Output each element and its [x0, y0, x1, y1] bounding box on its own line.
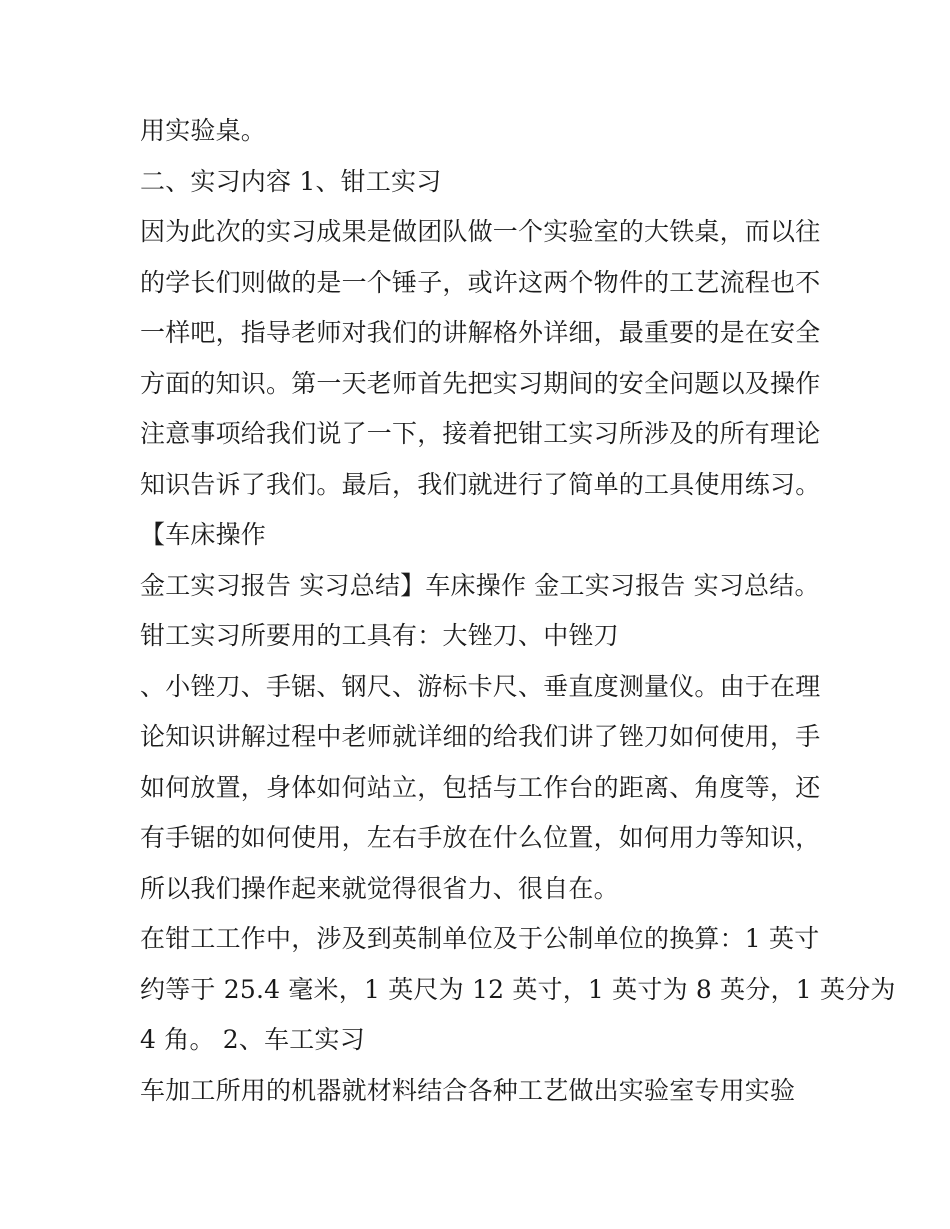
text-line: 方面的知识。第一天老师首先把实习期间的安全问题以及操作 [140, 368, 821, 398]
text-line: 所以我们操作起来就觉得很省力、很自在。 [140, 873, 619, 903]
text-line: 知识告诉了我们。最后，我们就进行了简单的工具使用练习。 [140, 469, 821, 499]
text-line: 用实验桌。 [140, 116, 267, 145]
section-heading: 二、实习内容 1、钳工实习 [140, 166, 442, 196]
section-heading: 4 角。 2、车工实习 [140, 1025, 365, 1054]
text-line: 金工实习报告 实习总结】车床操作 金工实习报告 实习总结。 [140, 570, 820, 600]
text-line: 因为此次的实习成果是做团队做一个实验室的大铁桌，而以往 [140, 217, 821, 246]
text-line: 、小锉刀、手锯、钢尺、游标卡尺、垂直度测量仪。由于在理 [140, 671, 821, 701]
body-text [140, 106, 896, 1116]
text-line: 车加工所用的机器就材料结合各种工艺做出实验室专用实验 [140, 1075, 796, 1105]
text-line: 钳工实习所要用的工具有：大锉刀、中锉刀 [140, 621, 619, 650]
text-line: 【车床操作 [140, 520, 267, 549]
text-line: 的学长们则做的是一个锤子，或许这两个物件的工艺流程也不 [140, 267, 821, 297]
text-line: 有手锯的如何使用，左右手放在什么位置，如何用力等知识， [140, 823, 821, 852]
text-line: 一样吧，指导老师对我们的讲解格外详细，最重要的是在安全 [140, 318, 821, 347]
text-line: 论知识讲解过程中老师就详细的给我们讲了锉刀如何使用，手 [140, 722, 821, 751]
text-line: 注意事项给我们说了一下，接着把钳工实习所涉及的所有理论 [140, 419, 821, 448]
text-line: 如何放置，身体如何站立，包括与工作台的距离、角度等，还 [140, 772, 821, 802]
text-line: 在钳工工作中，涉及到英制单位及于公制单位的换算：1 英寸 [140, 924, 820, 953]
text-line: 约等于 25.4 毫米，1 英尺为 12 英寸，1 英寸为 8 英分，1 英分为 [140, 974, 896, 1004]
